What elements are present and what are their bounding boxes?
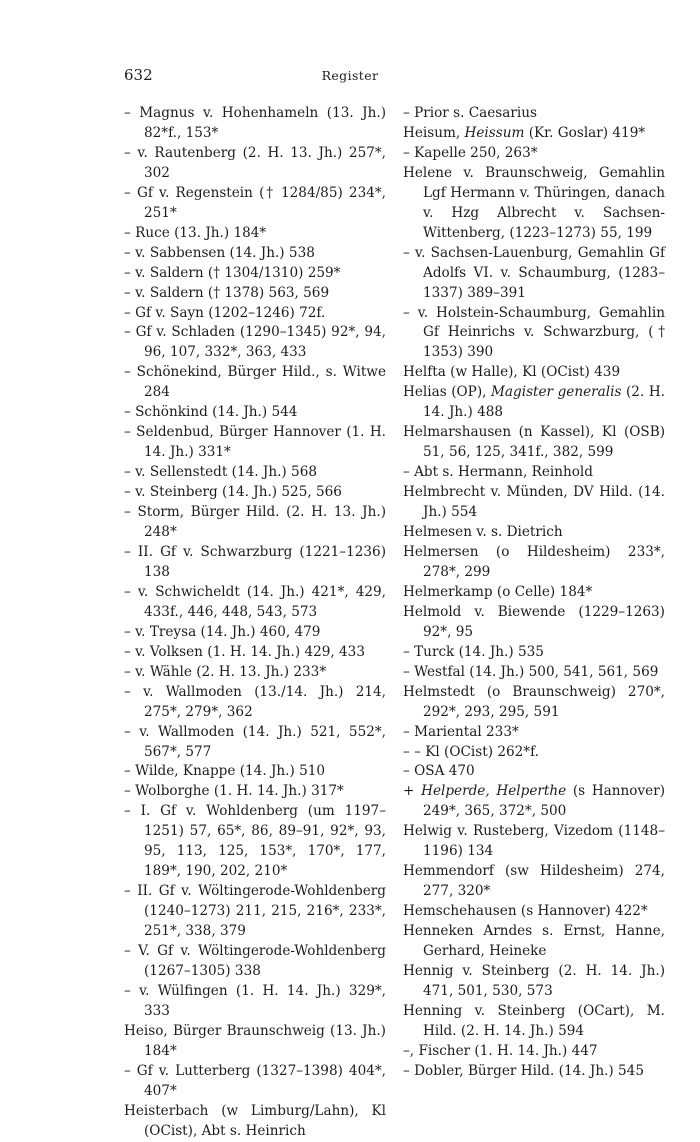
index-entry — [124, 184, 386, 224]
index-entry-text: – v. Steinberg (14. Jh.) 525, 566 — [124, 484, 342, 501]
index-entry — [403, 862, 665, 902]
index-entry-text: – v. Wallmoden (14. Jh.) 521, 552*, 567*, 577 — [124, 723, 386, 760]
index-entry-text: – Gf v. Regenstein († 1284/85) 234*, 251* — [124, 184, 386, 221]
index-entry-italic-text: Magister generalis — [491, 384, 622, 401]
index-entry-text: Helmarshausen (n Kassel), Kl (OSB) 51, 56, 125, 341f., 382, 599 — [403, 424, 665, 461]
index-entry — [403, 523, 665, 543]
index-entry — [403, 922, 665, 962]
index-entry-text: – v. Rautenberg (2. H. 13. Jh.) 257*, 302 — [124, 144, 386, 181]
index-entry — [403, 743, 665, 763]
index-entry — [124, 1062, 386, 1102]
index-entry — [403, 543, 665, 583]
index-entry-text: Heiso, Bürger Braunschweig (13. Jh.) 184* — [124, 1022, 386, 1059]
index-entry — [124, 363, 386, 403]
index-entry-italic-text: Heissum — [464, 124, 525, 141]
index-entry-text: – Gf v. Schladen (1290–1345) 92*, 94, 96, 107, 332*, 363, 433 — [124, 324, 386, 361]
index-entry-text: – II. Gf v. Schwarzburg (1221–1236) 138 — [124, 543, 386, 580]
index-entry-text: Helmold v. Biewende (1229–1263) 92*, 95 — [403, 603, 665, 640]
index-entry-text: – I. Gf v. Wohldenberg (um 1197–1251) 57, 65*, 86, 89–91, 92*, 93, 95, 113, 125, 153*, 170*, 177, 189*, 190, 202, 210* — [124, 803, 386, 880]
index-entry-text: – Westfal (14. Jh.) 500, 541, 561, 569 — [403, 663, 659, 680]
index-entry — [124, 284, 386, 304]
index-entry-text: – Magnus v. Hohenhameln (13. Jh.) 82*f., 153* — [124, 105, 386, 141]
index-entry — [403, 423, 665, 463]
index-entry-text: – Kapelle 250, 263* — [403, 144, 538, 161]
index-entry-text: – v. Treysa (14. Jh.) 460, 479 — [124, 623, 321, 640]
index-entry-text: Heisterbach (w Limburg/Lahn), Kl (OCist), Abt s. Heinrich — [124, 1102, 386, 1139]
index-entry — [124, 762, 386, 782]
index-entry — [124, 982, 386, 1022]
index-entry — [403, 782, 665, 822]
index-entry — [403, 483, 665, 523]
index-entry-text: Heisum, — [403, 124, 465, 141]
index-entry-text: – v. Saldern († 1304/1310) 259* — [124, 264, 341, 281]
index-entry — [124, 543, 386, 583]
index-entry-text: Helmersen (o Hildesheim) 233*, 278*, 299 — [403, 543, 665, 580]
index-entry — [403, 463, 665, 483]
index-entry-text: – v. Saldern († 1378) 563, 569 — [124, 284, 330, 301]
index-entry-text: – Gf v. Sayn (1202–1246) 72f. — [124, 304, 326, 321]
index-entry-text: – Seldenbud, Bürger Hannover (1. H. 14. Jh.) 331* — [124, 424, 386, 461]
index-entry — [124, 503, 386, 543]
index-entry — [124, 264, 386, 284]
index-entry — [403, 583, 665, 603]
index-entry — [403, 304, 665, 364]
index-entry-text: – Mariental 233* — [403, 723, 519, 740]
index-entry — [403, 144, 665, 164]
index-entry-text: Helmbrecht v. Münden, DV Hild. (14. Jh.) 554 — [403, 484, 665, 521]
index-entry — [124, 782, 386, 802]
index-entry — [124, 623, 386, 643]
index-entry-text: – – Kl (OCist) 262*f. — [403, 743, 539, 760]
index-entry-text: Hemschehausen (s Hannover) 422* — [403, 903, 648, 920]
index-entry-text: – Ruce (13. Jh.) 184* — [124, 224, 267, 241]
index-entry-text: Helmerkamp (o Celle) 184* — [403, 583, 593, 600]
index-entry-text: – Gf v. Lutterberg (1327–1398) 404*, 407* — [124, 1062, 386, 1099]
index-entry-text: – v. Wülfingen (1. H. 14. Jh.) 329*, 333 — [124, 982, 386, 1019]
index-entry — [124, 483, 386, 503]
index-entry-text: – v. Volksen (1. H. 14. Jh.) 429, 433 — [124, 643, 365, 660]
index-entry-text: Helmesen v. s. Dietrich — [403, 524, 563, 541]
index-entry-text: Helene v. Braunschweig, Gemahlin Lgf Hermann v. Thüringen, danach v. Hzg Albrecht v. Sachsen-Wittenberg, (1223–1273) 55, 199 — [403, 164, 665, 241]
index-entry — [124, 723, 386, 763]
page-number: 632 — [124, 66, 153, 84]
index-entry-text: – v. Sachsen-Lauenburg, Gemahlin Gf Adolfs VI. v. Schaumburg, (1283–1337) 389–391 — [403, 244, 665, 301]
index-entry-text: – Storm, Bürger Hild. (2. H. 13. Jh.) 248* — [124, 504, 386, 541]
index-entry — [403, 1062, 665, 1082]
index-entry-text: – Schönkind (14. Jh.) 544 — [124, 404, 298, 421]
index-entry-italic-text: Helperde, Helperthe — [421, 783, 567, 800]
index-entry — [124, 403, 386, 423]
index-entry-text: – v. Wallmoden (13./14. Jh.) 214, 275*, 279*, 362 — [124, 683, 386, 720]
index-entry — [403, 1002, 665, 1042]
index-entry — [124, 643, 386, 663]
index-entry-text: – v. Holstein-Schaumburg, Gemahlin Gf Heinrichs v. Schwarzburg, († 1353) 390 — [403, 304, 665, 361]
index-entry-text: Henneken Arndes s. Ernst, Hanne, Gerhard, Heineke — [403, 923, 665, 960]
index-entry-text: Helfta (w Halle), Kl (OCist) 439 — [403, 364, 621, 381]
index-entry — [124, 1102, 386, 1142]
index-entry — [403, 1042, 665, 1062]
index-entry-text: – Abt s. Hermann, Reinhold — [403, 464, 593, 481]
index-entry-text: (s Hannover) 249*, 365, 372*, 500 — [423, 783, 666, 820]
index-entry-text: – Wilde, Knappe (14. Jh.) 510 — [124, 763, 326, 780]
index-entry — [124, 882, 386, 942]
index-entry — [124, 323, 386, 363]
index-entry — [124, 683, 386, 723]
index-entry-text: + — [403, 783, 422, 800]
index-entry-text: (Kr. Goslar) 419* — [524, 124, 646, 141]
index-entry — [403, 603, 665, 643]
index-entry-text: – Dobler, Bürger Hild. (14. Jh.) 545 — [403, 1062, 644, 1079]
index-entry — [124, 224, 386, 244]
index-entry-text: – Prior s. Caesarius — [403, 105, 537, 121]
index-entry — [403, 683, 665, 723]
index-entry — [124, 463, 386, 483]
running-head: Register — [321, 68, 379, 83]
index-entry — [403, 962, 665, 1002]
index-entry — [124, 1022, 386, 1062]
index-entry — [124, 583, 386, 623]
index-entry — [124, 304, 386, 324]
index-entry — [403, 723, 665, 743]
index-entry-text: – V. Gf v. Wöltingerode-Wohldenberg (1267–1305) 338 — [124, 943, 386, 979]
index-entry-text: – v. Wähle (2. H. 13. Jh.) 233* — [124, 663, 327, 680]
index-entry — [124, 104, 386, 144]
index-entry-text: – Schönekind, Bürger Hild., s. Witwe 284 — [124, 364, 386, 401]
index-entry-text: – v. Sabbensen (14. Jh.) 538 — [124, 244, 315, 261]
index-entry — [403, 762, 665, 782]
index-entry-text: Helias (OP), — [403, 384, 491, 401]
index-entry-text: Hennig v. Steinberg (2. H. 14. Jh.) 471, 501, 530, 573 — [403, 962, 665, 999]
index-entry-text: – II. Gf v. Wöltingerode-Wohldenberg (1240–1273) 211, 215, 216*, 233*, 251*, 338, 379 — [124, 883, 386, 940]
index-entry — [403, 663, 665, 683]
index-entry — [124, 423, 386, 463]
index-entry — [403, 643, 665, 663]
index-entry-text: Helwig v. Rusteberg, Vizedom (1148–1196) 134 — [403, 823, 665, 860]
index-entry-text: (2. H. 14. Jh.) 488 — [423, 384, 665, 421]
index-entry — [124, 663, 386, 683]
index-entry-text: –, Fischer (1. H. 14. Jh.) 447 — [403, 1042, 598, 1059]
index-entry — [403, 104, 665, 124]
index-entry — [124, 802, 386, 882]
index-entry-text: – Turck (14. Jh.) 535 — [403, 643, 544, 660]
index-entry — [124, 144, 386, 184]
index-entry-text: Hemmendorf (sw Hildesheim) 274, 277, 320* — [403, 863, 665, 900]
index-entry — [124, 942, 386, 982]
index-entry — [403, 124, 665, 144]
index-entry-text: – v. Schwicheldt (14. Jh.) 421*, 429, 433f., 446, 448, 543, 573 — [124, 583, 386, 620]
index-entry — [403, 383, 665, 423]
index-entry — [124, 244, 386, 264]
index-entry — [403, 363, 665, 383]
index-column-right — [403, 104, 665, 1082]
index-entry — [403, 164, 665, 244]
index-entry — [403, 244, 665, 304]
index-entry-text: – v. Sellenstedt (14. Jh.) 568 — [124, 464, 317, 481]
index-column-left — [124, 104, 386, 1142]
index-entry-text: – Wolborghe (1. H. 14. Jh.) 317* — [124, 783, 344, 800]
index-entry — [403, 902, 665, 922]
index-entry — [403, 822, 665, 862]
index-entry-text: Henning v. Steinberg (OCart), M. Hild. (2. H. 14. Jh.) 594 — [403, 1002, 665, 1039]
index-entry-text: – OSA 470 — [403, 763, 475, 780]
index-entry-text: Helmstedt (o Braunschweig) 270*, 292*, 293, 295, 591 — [403, 683, 665, 720]
